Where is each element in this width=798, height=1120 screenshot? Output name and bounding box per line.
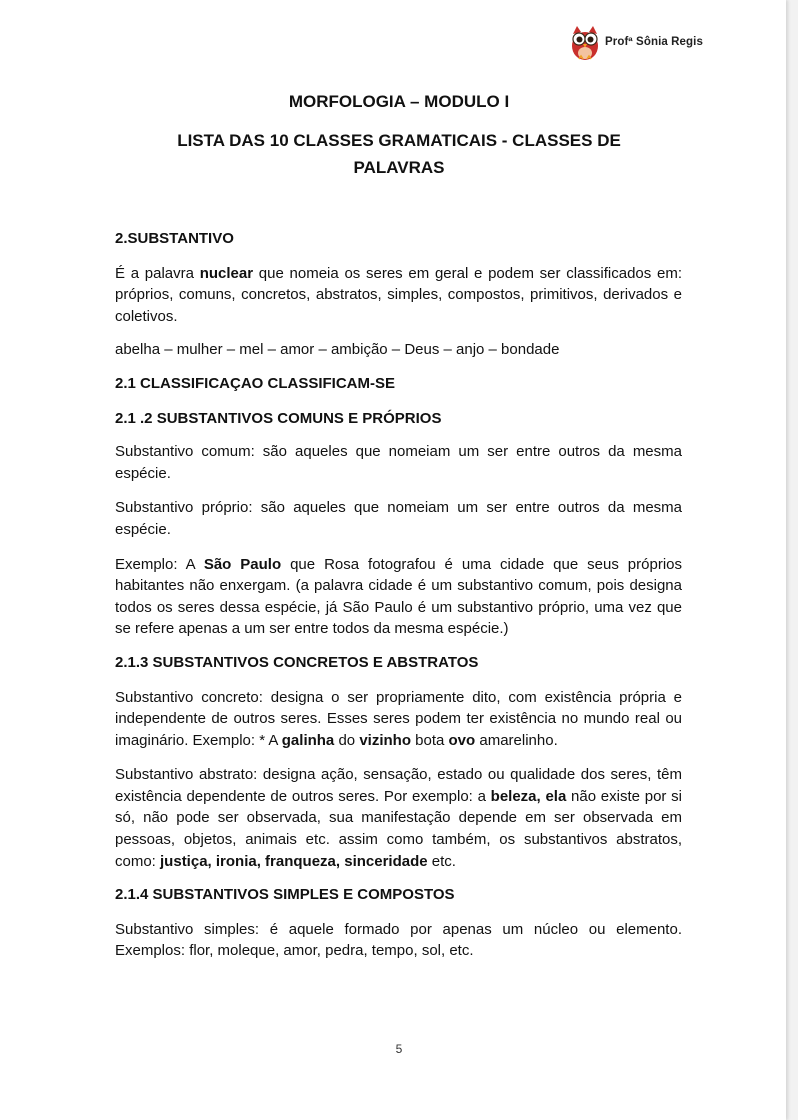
paragraph-simples: Substantivo simples: é aquele formado por apenas um núcleo ou elemento. Exemplos: flor, moleque, amor, pedra, tempo, sol, etc. xyxy=(115,920,682,960)
paragraph-proprio: Substantivo próprio: são aqueles que nomeiam um ser entre outros da mesma espécie. xyxy=(115,499,682,538)
paragraph-exemplo: Exemplo: A São Paulo que Rosa fotografou é uma cidade que seus próprios habitantes não enxergam. (a palavra cidade é um substantivo comum, pois designa todos os seres dessa espécie, já São Paulo é um substantivo próprio, uma vez que se refere apenas a um ser entre todos da mesma espécie.) xyxy=(115,555,682,638)
examples-line: abelha – mulher – mel – amor – ambição – Deus – anjo – bondade xyxy=(115,341,560,359)
paragraph-concreto: Substantivo concreto: designa o ser propriamente dito, com existência própria e independente de outros seres. Esses seres podem ter existência no mundo real ou imaginário. Exemplo: * A galinha do vizinho bota ovo amarelinho. xyxy=(115,688,682,749)
page-number: 5 xyxy=(395,1042,403,1056)
intro-paragraph: É a palavra nuclear que nomeia os seres em geral e podem ser classificados em: próprios, comuns, concretos, abstratos, simples, compostos, primitivos, derivados e coletivos. xyxy=(115,264,682,325)
author-logo xyxy=(567,22,703,62)
logo-text: Profª Sônia Regis xyxy=(605,36,703,48)
paragraph-abstrato: Substantivo abstrato: designa ação, sensação, estado ou qualidade dos seres, têm existência dependente de outros seres. Por exemplo: a beleza, ela não existe por si só, não pode ser observada, sua manifestação depende em ser observada em pessoas, objetos, animais etc. assim como também, os substantivos abstratos, como: justiça, ironia, franqueza, sinceridade etc. xyxy=(115,766,682,870)
subsection-heading-simples: 2.1.4 SUBSTANTIVOS SIMPLES E COMPOSTOS xyxy=(115,886,455,904)
document-subtitle: LISTA DAS 10 CLASSES GRAMATICAIS - CLASSES DE PALAVRAS xyxy=(177,131,621,177)
owl-icon xyxy=(567,22,603,62)
document-body xyxy=(115,228,682,962)
subsection-heading-comuns: 2.1 .2 SUBSTANTIVOS COMUNS E PRÓPRIOS xyxy=(115,409,442,427)
classification-heading: 2.1 CLASSIFICAÇAO CLASSIFICAM-SE xyxy=(115,374,396,392)
section-heading: 2.SUBSTANTIVO xyxy=(115,230,234,247)
document-title: MORFOLOGIA – MODULO I xyxy=(288,92,510,111)
paragraph-comum: Substantivo comum: são aqueles que nomeiam um ser entre outros da mesma espécie. xyxy=(115,443,682,482)
subsection-heading-concretos: 2.1.3 SUBSTANTIVOS CONCRETOS E ABSTRATOS xyxy=(115,653,479,671)
